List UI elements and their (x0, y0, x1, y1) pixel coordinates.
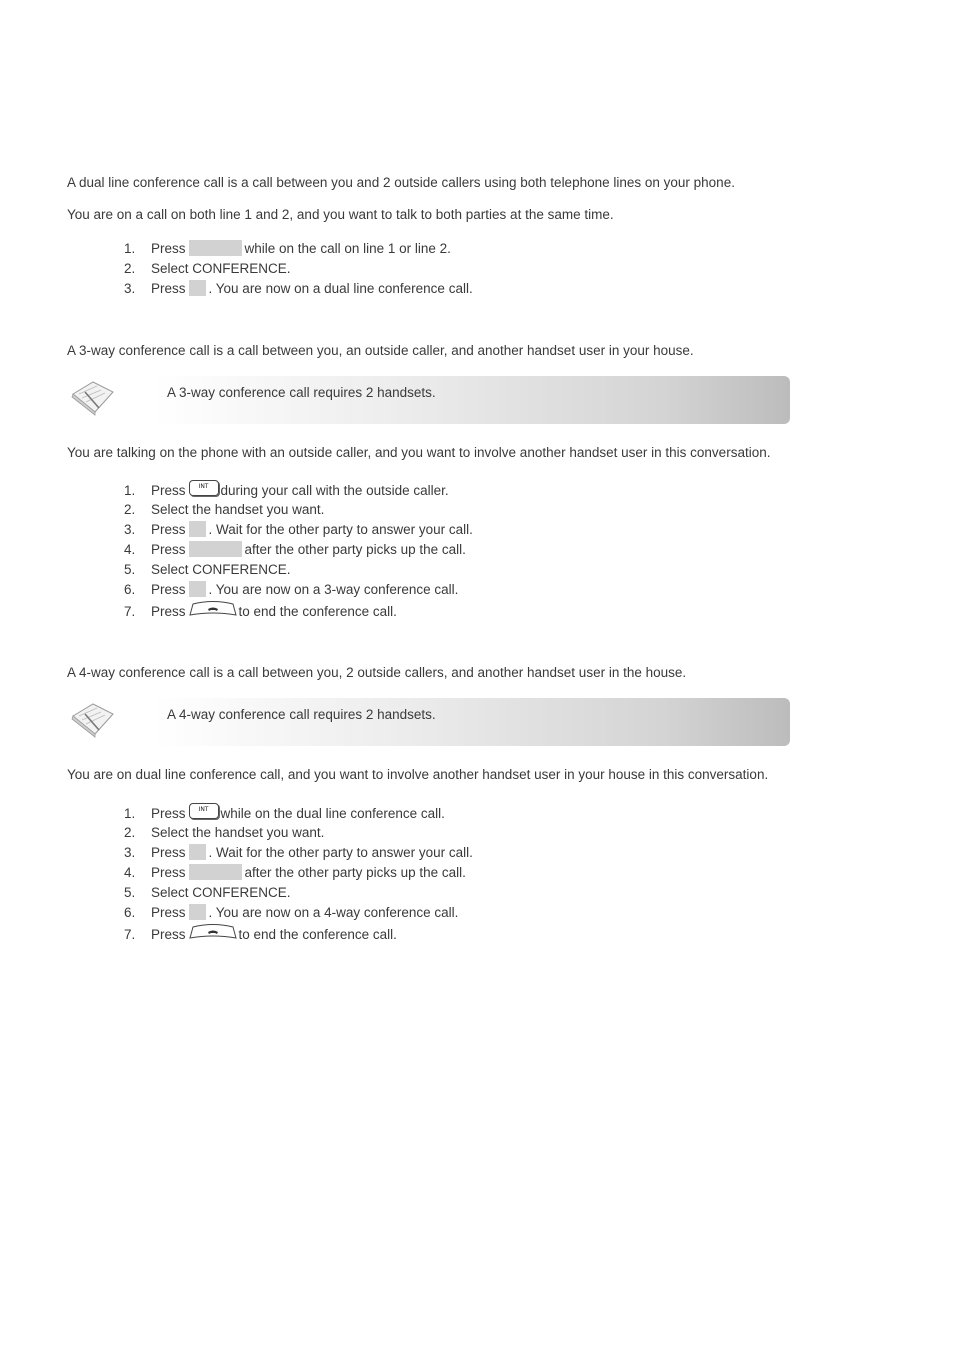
note-pad-icon (69, 378, 115, 416)
ok-key-icon (189, 904, 206, 920)
list-item: 4. Press after the other party picks up the call. (124, 865, 466, 880)
list-item: 1. Press INT while on the dual line conference call. (124, 803, 473, 823)
three-way-intro: A 3-way conference call is a call between you, an outside caller, and another handset user in your house. (67, 343, 694, 358)
list-item: 3. Press . Wait for the other party to answer your call. (124, 522, 473, 537)
three-way-scenario: You are talking on the phone with an outside caller, and you want to involve another handset user in this conversation. (67, 445, 771, 460)
softkey-icon (189, 541, 242, 557)
note-text: A 4-way conference call requires 2 handsets. (167, 707, 436, 722)
list-item: 6. Press . You are now on a 4-way conference call. (124, 905, 459, 920)
list-item: 2. Select CONFERENCE. (124, 261, 291, 276)
list-item: 4. Press after the other party picks up the call. (124, 542, 466, 557)
softkey-icon (189, 864, 242, 880)
int-key-icon: INT (189, 480, 219, 496)
list-item: 5. Select CONFERENCE. (124, 562, 291, 577)
list-item: 2. Select the handset you want. (124, 502, 325, 517)
ok-key-icon (189, 521, 206, 537)
ok-key-icon (189, 280, 206, 296)
ok-key-icon (189, 581, 206, 597)
list-item: 1. Press while on the call on line 1 or line 2. (124, 241, 451, 256)
dual-line-intro: A dual line conference call is a call between you and 2 outside callers using both telephone lines on your phone. (67, 175, 735, 190)
list-item: 7. Press to end the conference call. (124, 600, 473, 620)
list-item: 1. Press INT during your call with the outside caller. (124, 480, 473, 500)
dual-line-steps (124, 239, 473, 299)
end-call-key-icon (189, 923, 237, 941)
int-key-icon: INT (189, 803, 219, 819)
three-way-steps (124, 480, 473, 620)
softkey-icon (189, 240, 242, 256)
note-text: A 3-way conference call requires 2 handsets. (167, 385, 436, 400)
four-way-steps (124, 803, 473, 943)
dual-line-scenario: You are on a call on both line 1 and 2, and you want to talk to both parties at the same time. (67, 207, 614, 222)
ok-key-icon (189, 844, 206, 860)
end-call-key-icon (189, 600, 237, 618)
list-item: 7. Press to end the conference call. (124, 923, 473, 943)
three-way-note (67, 376, 790, 424)
four-way-intro: A 4-way conference call is a call between you, 2 outside callers, and another handset user in the house. (67, 665, 687, 680)
four-way-scenario: You are on dual line conference call, and you want to involve another handset user in your house in this conversation. (67, 767, 769, 782)
list-item: 2. Select the handset you want. (124, 825, 325, 840)
list-item: 6. Press . You are now on a 3-way conference call. (124, 582, 459, 597)
four-way-note (67, 698, 790, 746)
note-pad-icon (69, 700, 115, 738)
list-item: 5. Select CONFERENCE. (124, 885, 291, 900)
list-item: 3. Press . You are now on a dual line conference call. (124, 281, 473, 296)
list-item: 3. Press . Wait for the other party to answer your call. (124, 845, 473, 860)
